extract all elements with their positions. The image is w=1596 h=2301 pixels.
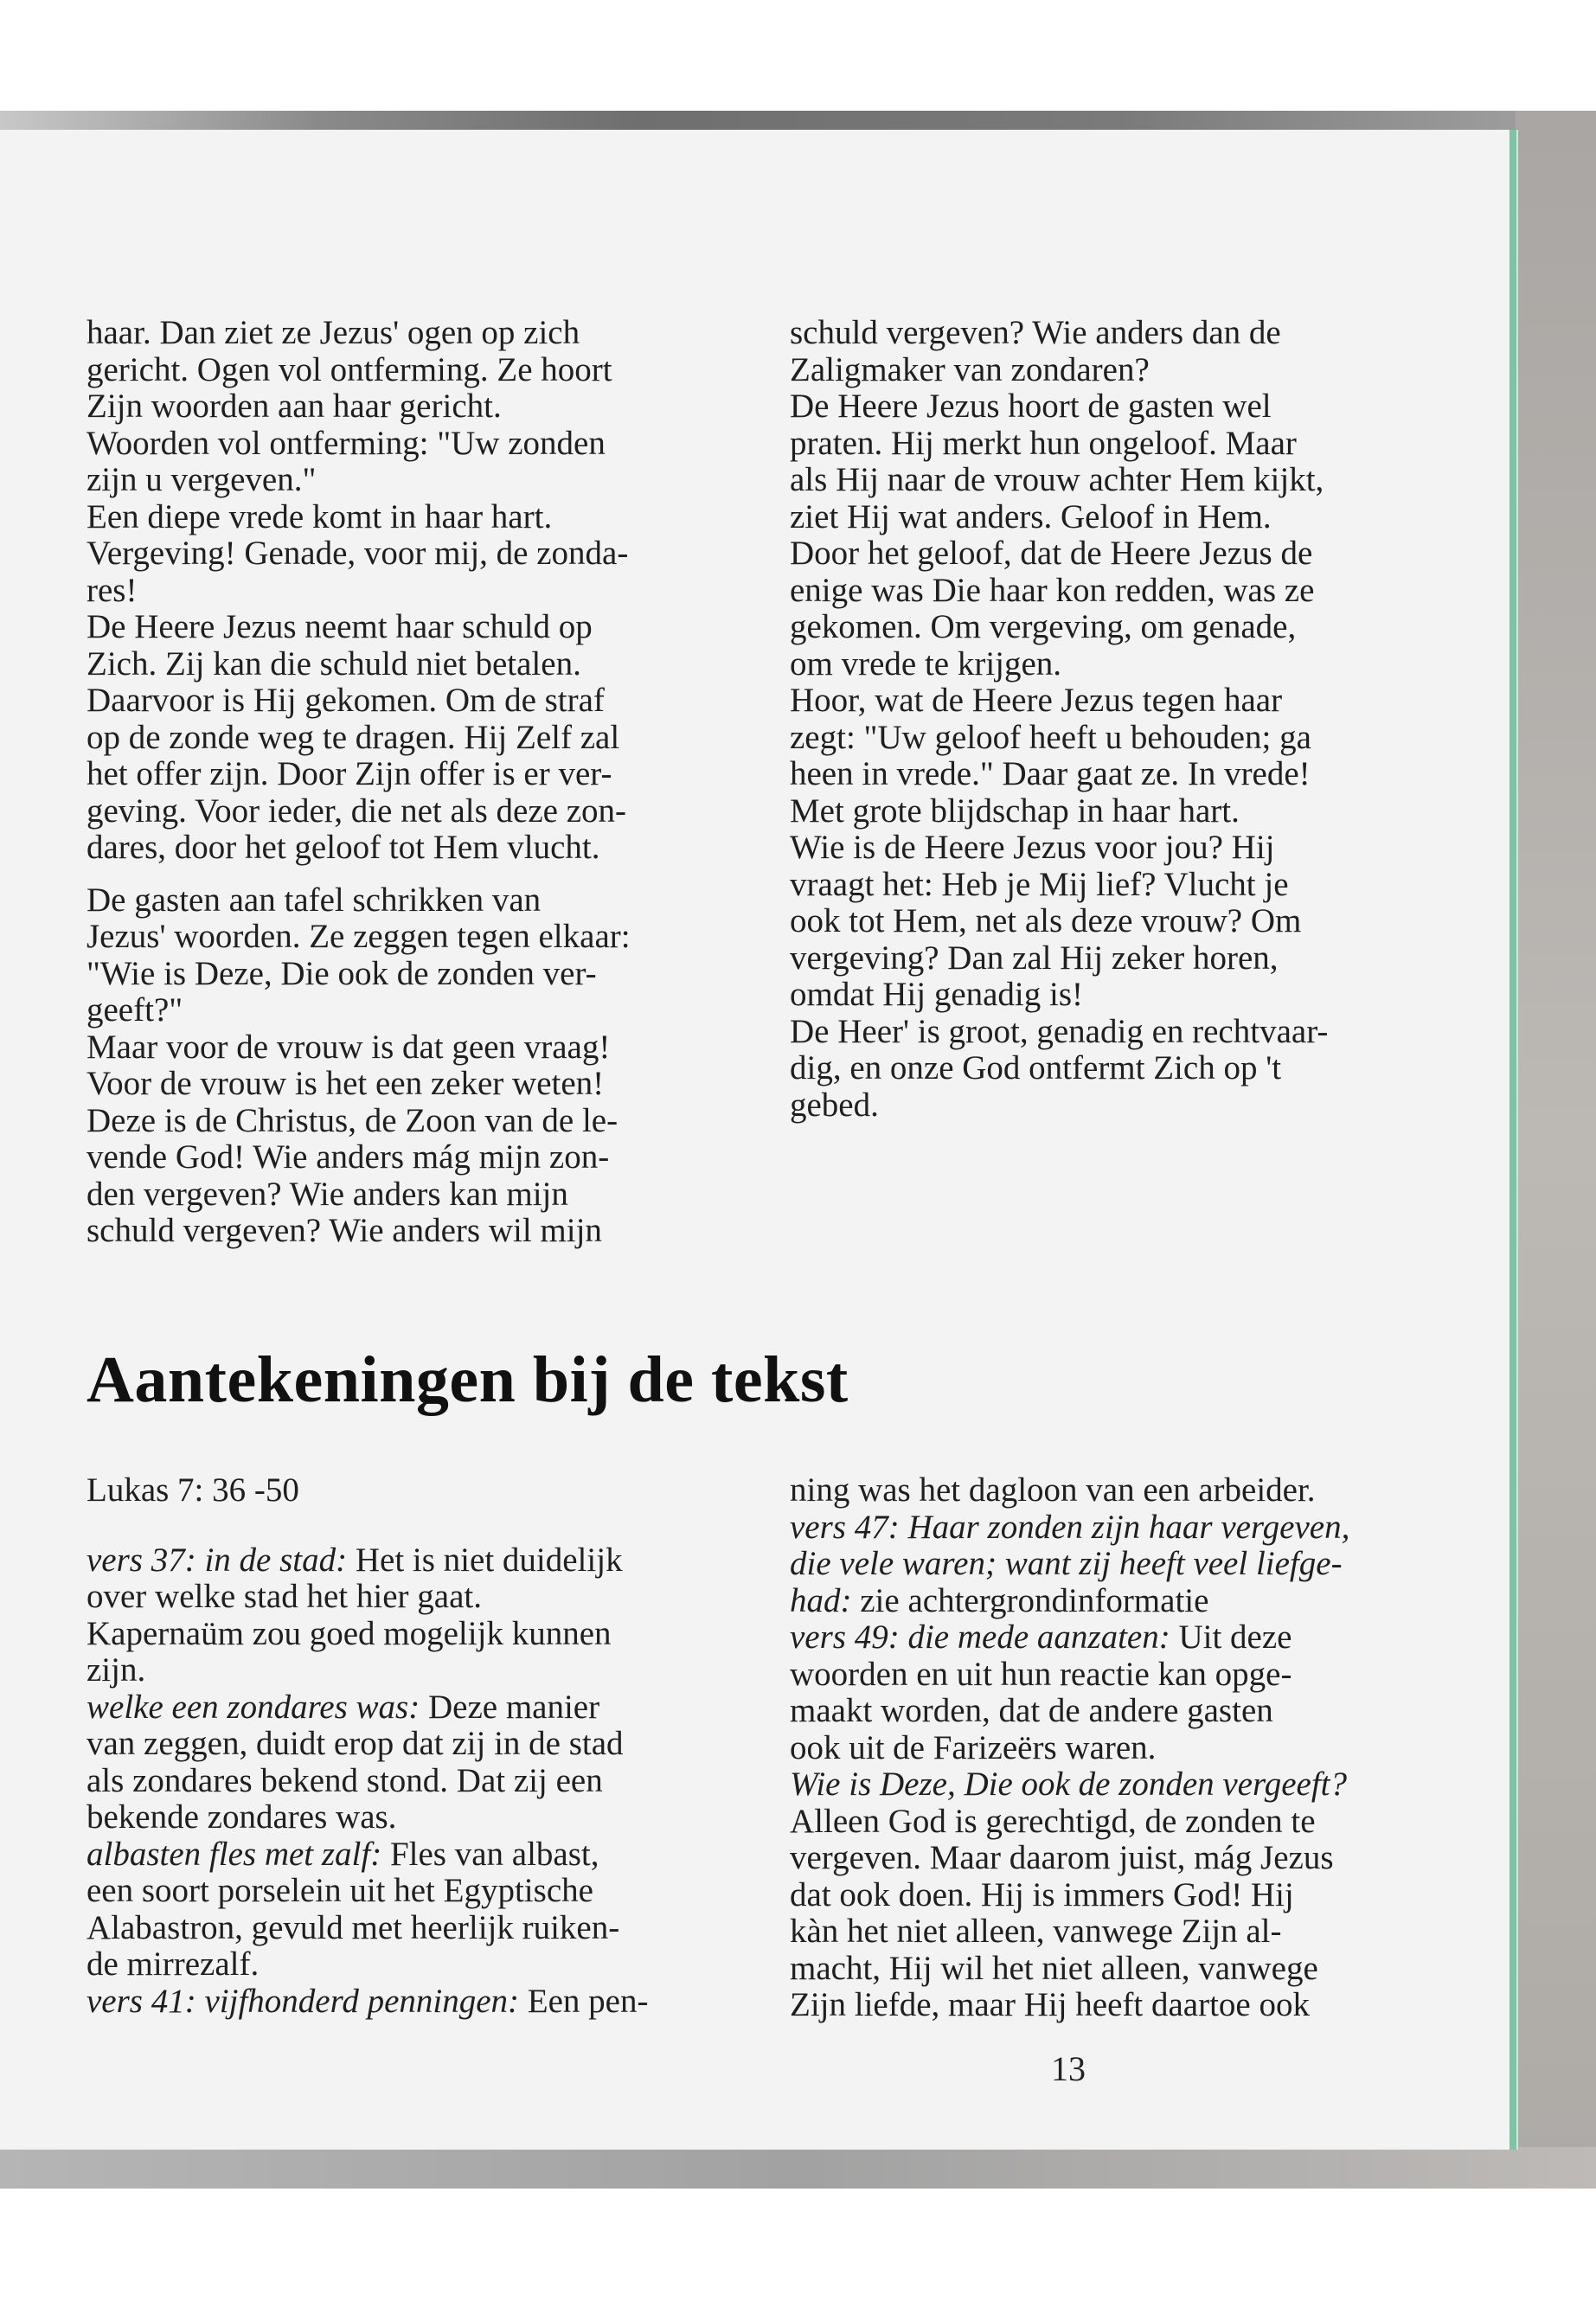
note-vers-47 <box>790 1583 1378 1620</box>
note-label: albasten fles met zalf: <box>87 1835 382 1873</box>
text-line: Wie is de Heere Jezus voor jou? Hij <box>790 829 1275 866</box>
text-line: Door het geloof, dat de Heere Jezus de <box>790 535 1313 572</box>
cover-board-right <box>1516 111 1596 2170</box>
text-line: ning was het dagloon van een arbeider. <box>790 1471 1316 1509</box>
text-line: dares, door het geloof tot Hem vlucht. <box>87 829 600 866</box>
note-vers-49 <box>790 1619 1378 1657</box>
note-vers-41 <box>87 1984 675 2021</box>
text-line: De Heere Jezus hoort de gasten wel <box>790 388 1272 425</box>
text-line: Zijn woorden aan haar gericht. <box>87 388 502 425</box>
text-line: zegt: "Uw geloof heeft u behouden; ga <box>790 718 1311 756</box>
text-line: vergeven. Maar daarom juist, mág Jezus <box>790 1839 1334 1876</box>
text-line: Met grote blijdschap in haar hart. <box>790 792 1240 830</box>
text-line: De gasten aan tafel schrikken van <box>87 881 542 919</box>
text-line: om vrede te krijgen. <box>790 644 1062 683</box>
text-line: dig, en onze God ontfermt Zich op 't <box>790 1049 1282 1086</box>
text-line: Maar voor de vrouw is dat geen vraag! <box>87 1028 611 1066</box>
text-line: Vergeving! Genade, voor mij, de zonda- <box>87 535 629 572</box>
text-line: macht, Hij wil het niet alleen, vanwege <box>790 1949 1318 1987</box>
text-line: de mirrezalf. <box>87 1945 260 1983</box>
page-edge <box>1509 130 1516 2150</box>
note-zondares <box>87 1689 675 1727</box>
text-line: res! <box>87 571 138 609</box>
note-text: Uit deze <box>1170 1618 1292 1656</box>
text-line: vergeving? Dan zal Hij zeker horen, <box>790 939 1279 977</box>
note-label: vers 37: in de stad: <box>87 1541 348 1579</box>
text-line: haar. Dan ziet ze Jezus' ogen op zich <box>87 314 580 351</box>
body-column-left <box>87 315 657 1250</box>
note-text: Deze manier <box>420 1688 600 1726</box>
text-line: het offer zijn. Door Zijn offer is er ver- <box>87 755 612 792</box>
note-text: Fles van albast, <box>381 1835 599 1873</box>
text-line: den vergeven? Wie anders kan mijn <box>87 1175 568 1213</box>
note-label: vers 49: die mede aanzaten: <box>790 1618 1170 1656</box>
text-line: heen in vrede." Daar gaat ze. In vrede! <box>790 755 1311 792</box>
text-line: een soort porselein uit het Egyptische <box>87 1872 593 1909</box>
text-line: Deze is de Christus, de Zoon van de le- <box>87 1101 619 1139</box>
text-line: geeft?" <box>87 991 183 1029</box>
text-line: kàn het niet alleen, vanwege Zijn al- <box>790 1913 1282 1950</box>
text-line: Zaligmaker van zondaren? <box>790 350 1150 388</box>
note-vers-37 <box>87 1542 675 1580</box>
text-line: Alabastron, gevuld met heerlijk ruiken- <box>87 1908 620 1946</box>
text-line: vraagt het: Heb je Mij lief? Vlucht je <box>790 865 1289 903</box>
text-line: gebed. <box>790 1086 879 1124</box>
note-text: zie achtergrondinformatie <box>851 1581 1209 1619</box>
text-line: Zich. Zij kan die schuld niet betalen. <box>87 644 581 683</box>
notes-column-left <box>87 1472 675 2020</box>
text-line: De Heer' is groot, genadig en rechtvaar- <box>790 1012 1329 1050</box>
text-line: als Hij naar de vrouw achter Hem kijkt, <box>790 461 1324 498</box>
scripture-reference: Lukas 7: 36 -50 <box>87 1471 299 1509</box>
note-albasten <box>87 1836 675 1874</box>
text-line: schuld vergeven? Wie anders dan de <box>790 314 1281 351</box>
text-line: Daarvoor is Hij gekomen. Om de straf <box>87 682 605 719</box>
section-heading: Aantekeningen bij de tekst <box>87 1343 849 1416</box>
text-line: bekende zondares was. <box>87 1798 397 1836</box>
text-line: gekomen. Om vergeving, om genade, <box>790 608 1297 645</box>
text-line: over welke stad het hier gaat. <box>87 1578 482 1615</box>
text-line: maakt worden, dat de andere gasten <box>790 1692 1273 1729</box>
note-label: vers 41: vijfhonderd penningen: <box>87 1982 520 2020</box>
note-text: Een pen- <box>519 1982 649 2020</box>
text-line: Een diepe vrede komt in haar hart. <box>87 497 553 535</box>
text-line: Jezus' woorden. Ze zeggen tegen elkaar: <box>87 918 631 955</box>
text-line: "Wie is Deze, Die ook de zonden ver- <box>87 954 597 992</box>
text-line: Kapernaüm zou goed mogelijk kunnen <box>87 1614 612 1652</box>
text-line: ook tot Hem, net als deze vrouw? Om <box>790 902 1302 939</box>
note-label: Wie is Deze, Die ook de zonden vergeeft? <box>790 1766 1348 1803</box>
text-line: dat ook doen. Hij is immers God! Hij <box>790 1875 1294 1913</box>
text-line: ziet Hij wat anders. Geloof in Hem. <box>790 497 1272 535</box>
text-line: schuld vergeven? Wie anders wil mijn <box>87 1212 602 1249</box>
text-line: omdat Hij genadig is! <box>790 976 1084 1013</box>
notes-column-right <box>790 1472 1378 2024</box>
text-line: Voor de vrouw is het een zeker weten! <box>87 1065 605 1102</box>
note-label: welke een zondares was: <box>87 1688 420 1726</box>
text-line: als zondares bekend stond. Dat zij een <box>87 1761 603 1799</box>
cover-board-bottom <box>0 2147 1596 2189</box>
text-line: Zijn liefde, maar Hij heeft daartoe ook <box>790 1986 1310 2023</box>
text-line: zijn. <box>87 1651 146 1689</box>
text-line: praten. Hij merkt hun ongeloof. Maar <box>790 424 1297 462</box>
text-line: gericht. Ogen vol ontferming. Ze hoort <box>87 350 612 388</box>
text-line: De Heere Jezus neemt haar schuld op <box>87 608 593 645</box>
text-line: Alleen God is gerechtigd, de zonden te <box>790 1802 1316 1840</box>
text-line: ook uit de Farizeërs waren. <box>790 1728 1157 1766</box>
text-line: van zeggen, duidt erop dat zij in de stad <box>87 1725 624 1762</box>
text-line: enige was Die haar kon redden, was ze <box>790 571 1315 609</box>
text-line: op de zonde weg te dragen. Hij Zelf zal <box>87 718 620 756</box>
text-line: Hoor, wat de Heere Jezus tegen haar <box>790 682 1283 719</box>
text-line: Woorden vol ontferming: "Uw zonden <box>87 424 606 462</box>
text-line: zijn u vergeven." <box>87 461 317 498</box>
text-line: geving. Voor ieder, die net als deze zon- <box>87 792 627 830</box>
note-label: had: <box>790 1581 852 1619</box>
body-column-right <box>790 315 1378 1124</box>
text-line: vende God! Wie anders mág mijn zon- <box>87 1138 610 1176</box>
page-number: 13 <box>1051 2049 1086 2088</box>
note-label: vers 47: Haar zonden zijn haar vergeven, <box>790 1508 1350 1546</box>
note-label: die vele waren; want zij heeft veel liefge- <box>790 1545 1343 1582</box>
note-text: Het is niet duidelijk <box>347 1541 623 1579</box>
text-line: woorden en uit hun reactie kan opge- <box>790 1655 1292 1693</box>
